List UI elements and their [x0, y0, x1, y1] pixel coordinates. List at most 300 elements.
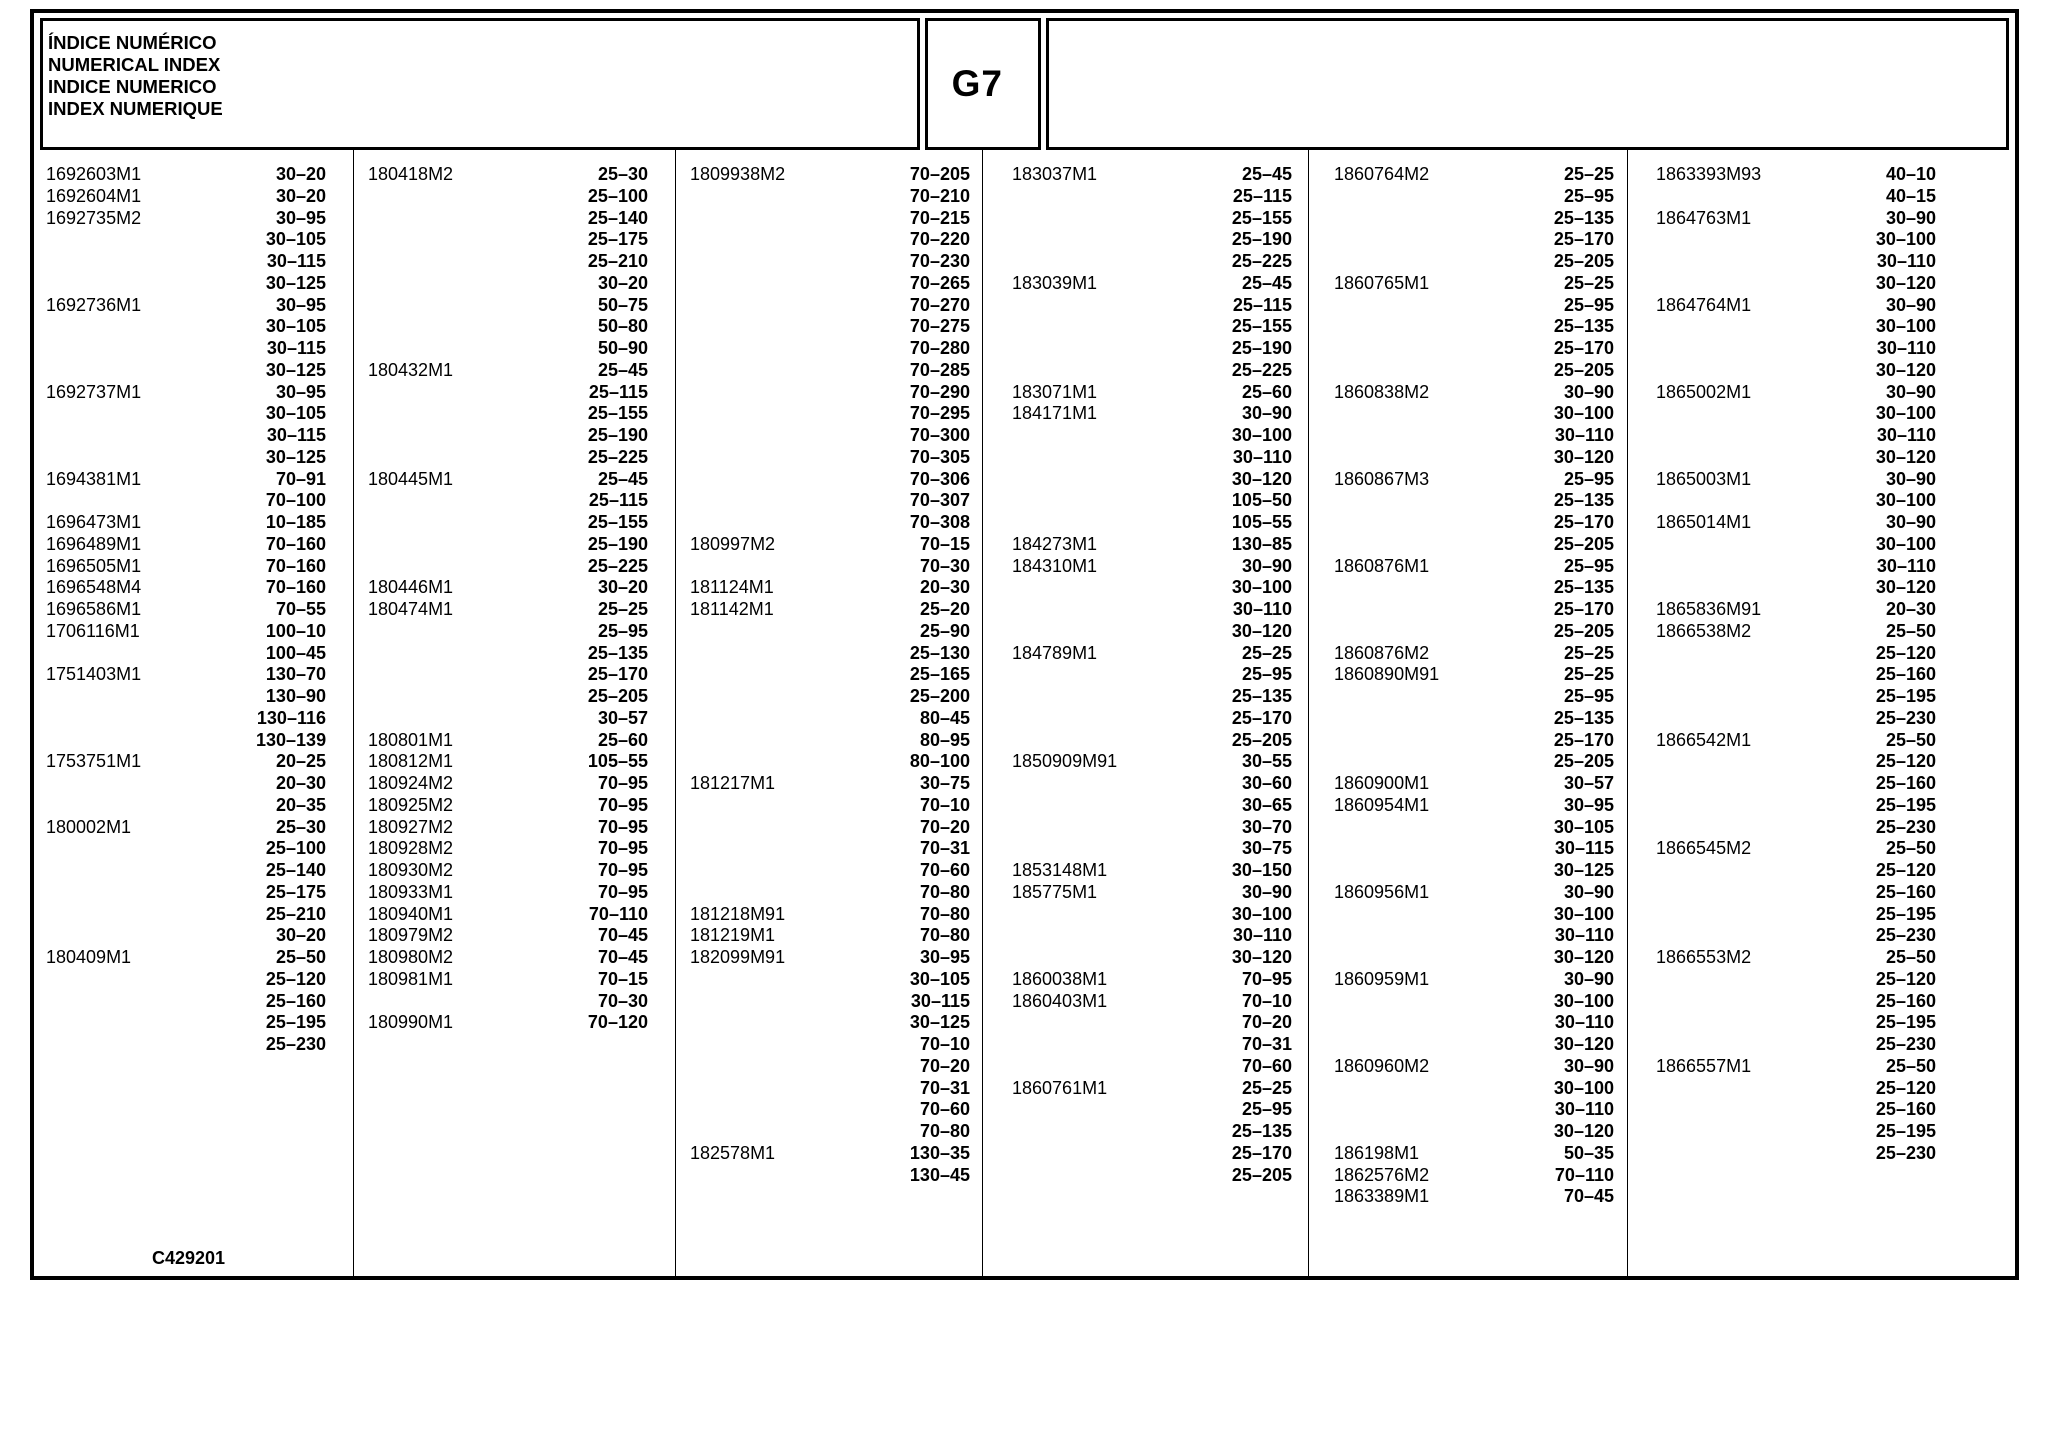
part-number: 180997M2 — [690, 533, 776, 554]
page-reference: 20–30 — [919, 577, 970, 598]
page-reference: 30–95 — [275, 381, 326, 402]
index-entry — [1656, 512, 1936, 599]
index-entry — [1012, 534, 1292, 556]
page-reference: 70–205 — [909, 164, 970, 184]
index-entry — [46, 164, 326, 186]
index-entry — [46, 534, 326, 556]
page-reference: 25–95 — [1241, 664, 1292, 685]
page-reference: 25–205 — [1553, 251, 1614, 271]
index-entry — [1334, 882, 1614, 969]
part-number: 1860954M1 — [1334, 794, 1430, 815]
page-reference: 40–15 — [1885, 185, 1936, 206]
page-reference: 25–120 — [265, 968, 326, 989]
page-reference: 70–265 — [909, 272, 970, 293]
page-reference: 25–120 — [1875, 642, 1936, 663]
part-number: 1694381M1 — [46, 468, 142, 489]
part-number: 1696473M1 — [46, 512, 142, 532]
page-reference-list — [900, 164, 970, 534]
page-reference-list — [578, 904, 648, 926]
part-number: 181218M91 — [690, 903, 786, 924]
index-entry — [1334, 969, 1614, 1056]
page-reference: 30–100 — [1231, 425, 1292, 445]
page-reference: 25–25 — [1563, 272, 1614, 293]
page-reference-list — [1222, 751, 1292, 860]
index-entry — [46, 208, 326, 295]
page-reference: 25–140 — [587, 207, 648, 228]
page-reference-list — [256, 295, 326, 382]
page-reference: 70–290 — [909, 381, 970, 402]
index-column-6 — [1656, 164, 1936, 1165]
part-number: 1866545M2 — [1656, 838, 1752, 859]
page-reference: 30–120 — [1231, 947, 1292, 967]
page-reference: 105–50 — [1231, 490, 1292, 511]
page-reference: 30–75 — [919, 773, 970, 793]
page-reference-list — [1544, 164, 1614, 273]
part-number: 180981M1 — [368, 968, 454, 989]
index-entry — [1334, 469, 1614, 556]
index-entry — [1012, 1078, 1292, 1187]
page-reference: 30–105 — [265, 316, 326, 337]
part-number: 1692737M1 — [46, 381, 142, 402]
index-entry — [368, 882, 648, 904]
index-entry — [1012, 882, 1292, 969]
page-reference: 30–110 — [1554, 1012, 1614, 1033]
part-number: 1860038M1 — [1012, 968, 1108, 989]
index-entry — [690, 947, 970, 1143]
page-reference: 25–225 — [587, 555, 648, 576]
page-reference: 25–155 — [1231, 316, 1292, 337]
index-entry — [1656, 621, 1936, 730]
page-reference: 30–90 — [1563, 1055, 1614, 1076]
page-reference: 25–210 — [265, 903, 326, 924]
part-number: 1860867M3 — [1334, 468, 1430, 489]
part-number: 1864763M1 — [1656, 207, 1752, 228]
page-reference: 25–60 — [1241, 381, 1292, 402]
page-reference: 70–45 — [597, 947, 648, 967]
page-reference-list — [256, 556, 326, 578]
part-number: 180474M1 — [368, 599, 454, 619]
page-reference: 25–25 — [1563, 164, 1614, 184]
page-reference: 70–80 — [919, 1121, 970, 1141]
part-number: 185775M1 — [1012, 881, 1098, 902]
column-divider — [353, 150, 354, 1277]
page-reference: 70–45 — [1563, 1186, 1614, 1207]
page-reference: 70–10 — [919, 794, 970, 815]
page-reference: 70–306 — [909, 468, 970, 489]
part-number: 1860959M1 — [1334, 968, 1430, 989]
part-number: 180432M1 — [368, 359, 454, 380]
part-number: 181219M1 — [690, 925, 776, 946]
part-number: 1850909M91 — [1012, 751, 1118, 772]
page-reference-list — [256, 382, 326, 469]
page-reference: 25–195 — [1875, 794, 1936, 815]
index-entry — [1334, 773, 1614, 795]
index-entry — [1012, 860, 1292, 882]
page-reference: 25–45 — [597, 359, 648, 380]
page-reference-list — [1222, 556, 1292, 643]
page-reference: 25–175 — [587, 229, 648, 250]
page-reference-list — [1222, 969, 1292, 991]
index-entry — [1656, 469, 1936, 513]
page-reference: 30–100 — [1875, 316, 1936, 337]
page-reference: 70–30 — [597, 990, 648, 1011]
page-reference: 25–25 — [1563, 642, 1614, 663]
index-entry — [690, 164, 970, 534]
page-reference: 25–115 — [588, 381, 648, 402]
page-reference: 70–31 — [919, 838, 970, 859]
page-reference-list — [578, 795, 648, 817]
page-reference: 25–155 — [1231, 207, 1292, 228]
page-reference: 25–50 — [1885, 947, 1936, 967]
index-entry — [690, 599, 970, 773]
page-reference: 20–30 — [275, 773, 326, 793]
page-reference: 130–45 — [909, 1164, 970, 1185]
page-reference: 25–205 — [1553, 620, 1614, 641]
page-reference: 25–205 — [1553, 751, 1614, 772]
part-number: 1860960M2 — [1334, 1055, 1430, 1076]
page-reference-list — [256, 208, 326, 295]
part-number: 1866553M2 — [1656, 947, 1752, 967]
page-reference-list — [578, 469, 648, 578]
index-entry — [1334, 664, 1614, 773]
part-number: 1696505M1 — [46, 555, 142, 576]
page-reference: 30–57 — [597, 707, 648, 728]
index-entry — [1012, 403, 1292, 534]
page-reference: 70–60 — [919, 1099, 970, 1120]
index-entry — [1656, 1056, 1936, 1165]
page-reference-list — [256, 664, 326, 751]
page-reference-list — [1544, 556, 1614, 643]
page-reference: 30–120 — [1875, 272, 1936, 293]
page-reference: 70–10 — [1241, 990, 1292, 1011]
page-reference: 25–195 — [1875, 1121, 1936, 1141]
part-number: 182099M91 — [690, 947, 786, 967]
index-entry — [1334, 164, 1614, 273]
page-reference: 25–190 — [1231, 338, 1292, 358]
page-reference-list — [578, 817, 648, 839]
page-reference-list — [1866, 295, 1936, 382]
part-number: 184789M1 — [1012, 642, 1098, 663]
page-reference: 30–110 — [1232, 925, 1292, 946]
index-entry — [46, 295, 326, 382]
page-reference: 50–80 — [597, 316, 648, 337]
page-reference: 105–55 — [587, 751, 648, 772]
page-reference: 30–90 — [1563, 968, 1614, 989]
page-reference: 130–116 — [256, 707, 326, 728]
page-reference: 130–139 — [256, 729, 327, 750]
index-entry — [1334, 382, 1614, 469]
page-reference: 25–170 — [1553, 729, 1614, 750]
page-reference: 25–95 — [1241, 1099, 1292, 1120]
part-number: 181217M1 — [690, 773, 776, 793]
index-column-4 — [1012, 164, 1292, 1186]
page-reference: 30–120 — [1875, 359, 1936, 380]
part-number: 183037M1 — [1012, 164, 1098, 184]
page-reference: 70–280 — [909, 338, 970, 358]
page-reference-list — [256, 534, 326, 556]
page-reference-list — [1866, 730, 1936, 839]
page-reference: 30–20 — [597, 577, 648, 598]
part-number: 1696586M1 — [46, 599, 142, 619]
page-reference: 70–95 — [597, 881, 648, 902]
page-reference: 30–55 — [1241, 751, 1292, 772]
index-entry — [1656, 730, 1936, 839]
page-reference-list — [900, 925, 970, 947]
page-reference: 25–25 — [1563, 664, 1614, 685]
page-reference: 70–95 — [597, 860, 648, 880]
page-reference: 25–170 — [1553, 338, 1614, 358]
page-reference: 30–100 — [1231, 577, 1292, 598]
page-reference: 30–125 — [1553, 860, 1614, 880]
page-reference: 30–65 — [1241, 794, 1292, 815]
page-reference: 25–195 — [1875, 903, 1936, 924]
page-reference-list — [1222, 991, 1292, 1078]
page-reference: 25–95 — [1563, 686, 1614, 706]
page-reference: 25–135 — [1231, 686, 1292, 706]
page-reference: 30–110 — [1554, 1099, 1614, 1120]
part-number: 184273M1 — [1012, 533, 1098, 554]
part-number: 1865002M1 — [1656, 381, 1752, 402]
part-number: 180979M2 — [368, 925, 454, 946]
page-reference: 130–90 — [265, 686, 326, 706]
part-number: 180927M2 — [368, 816, 454, 837]
page-reference-list — [1866, 621, 1936, 730]
page-reference: 70–60 — [919, 860, 970, 880]
page-reference: 20–35 — [275, 794, 326, 815]
part-number: 1866557M1 — [1656, 1055, 1752, 1076]
index-entry — [46, 751, 326, 816]
index-entry — [690, 534, 970, 578]
page-reference: 30–125 — [265, 359, 326, 380]
page-reference: 70–270 — [909, 294, 970, 315]
part-number: 183039M1 — [1012, 272, 1098, 293]
page-reference: 70–80 — [919, 881, 970, 902]
page-reference: 30–110 — [1554, 425, 1614, 445]
part-number: 180928M2 — [368, 838, 454, 859]
index-entry — [1656, 164, 1936, 208]
page-reference: 25–120 — [1875, 860, 1936, 880]
page-reference: 70–95 — [597, 816, 648, 837]
index-entry — [368, 599, 648, 730]
index-column-3 — [690, 164, 970, 1186]
index-entry — [1012, 991, 1292, 1078]
page-reference: 70–300 — [909, 425, 970, 445]
page-reference: 70–80 — [919, 925, 970, 946]
page-reference: 25–30 — [275, 816, 326, 837]
index-entry — [368, 751, 648, 773]
page-reference: 30–90 — [1885, 207, 1936, 228]
page-reference: 30–110 — [1876, 425, 1936, 445]
part-number: 1696548M4 — [46, 577, 142, 598]
page-reference: 30–110 — [1232, 599, 1292, 619]
page-reference: 30–100 — [1875, 403, 1936, 424]
index-entry — [368, 969, 648, 1013]
page-reference: 70–10 — [919, 1034, 970, 1054]
page-reference-list — [256, 599, 326, 621]
part-number: 182578M1 — [690, 1142, 776, 1163]
index-entry — [1334, 1165, 1614, 1187]
page-reference: 25–135 — [1553, 316, 1614, 337]
page-reference: 25–165 — [909, 664, 970, 685]
page-reference: 25–160 — [265, 990, 326, 1011]
page-reference-list — [900, 904, 970, 926]
page-reference-list — [578, 838, 648, 860]
page-reference: 30–90 — [1241, 555, 1292, 576]
page-reference: 20–25 — [275, 751, 326, 772]
page-reference: 25–135 — [1553, 490, 1614, 511]
index-entry — [368, 360, 648, 469]
page-reference: 25–230 — [1875, 1142, 1936, 1163]
part-number: 1860876M2 — [1334, 642, 1430, 663]
page-reference: 30–20 — [275, 925, 326, 946]
blank-header-box — [1046, 18, 2009, 150]
page-reference: 25–195 — [1875, 1012, 1936, 1033]
page-reference: 70–305 — [909, 446, 970, 467]
page-reference: 130–35 — [909, 1142, 970, 1163]
page-reference: 25–230 — [1875, 816, 1936, 837]
part-number: 1692735M2 — [46, 207, 142, 228]
index-entry — [368, 838, 648, 860]
index-entry — [46, 599, 326, 621]
page-reference: 25–225 — [1231, 251, 1292, 271]
part-number: 1860403M1 — [1012, 990, 1108, 1011]
part-number: 184171M1 — [1012, 403, 1098, 424]
index-entry — [690, 577, 970, 599]
page-reference: 130–85 — [1231, 533, 1292, 554]
part-number: 180980M2 — [368, 947, 454, 967]
page-reference: 30–110 — [1232, 446, 1292, 467]
page-reference: 25–95 — [1563, 294, 1614, 315]
page-reference: 30–115 — [1554, 838, 1614, 859]
page-reference: 25–60 — [597, 729, 648, 750]
page-reference-list — [1866, 599, 1936, 621]
page-reference: 25–25 — [1241, 642, 1292, 663]
index-entry — [368, 469, 648, 578]
page-reference: 50–35 — [1563, 1142, 1614, 1163]
page-reference: 25–230 — [1875, 1034, 1936, 1054]
page-reference-list — [1222, 164, 1292, 273]
part-number: 180801M1 — [368, 729, 454, 750]
page-reference: 40–10 — [1885, 164, 1936, 184]
page-reference: 25–120 — [1875, 968, 1936, 989]
page-reference: 25–230 — [1875, 925, 1936, 946]
page-reference: 20–30 — [1885, 599, 1936, 619]
page-reference-list — [1222, 643, 1292, 752]
page-reference: 70–20 — [919, 1055, 970, 1076]
page-reference: 25–190 — [587, 533, 648, 554]
page-reference-list — [578, 1012, 648, 1034]
page-reference: 30–90 — [1885, 512, 1936, 532]
page-reference: 80–45 — [919, 707, 970, 728]
page-reference: 25–30 — [597, 164, 648, 184]
page-reference: 30–120 — [1231, 468, 1292, 489]
page-reference: 25–160 — [1875, 990, 1936, 1011]
page-reference-list — [1544, 273, 1614, 382]
page-reference-list — [1222, 1078, 1292, 1187]
page-reference: 25–135 — [587, 642, 648, 663]
index-entry — [1012, 969, 1292, 991]
page-reference-list — [578, 751, 648, 773]
page-reference: 25–205 — [1553, 359, 1614, 380]
page-reference: 25–120 — [1875, 1077, 1936, 1098]
page-reference: 25–170 — [1231, 1142, 1292, 1163]
part-number: 180409M1 — [46, 947, 132, 967]
page-reference: 30–110 — [1554, 925, 1614, 946]
page-reference-list — [1866, 208, 1936, 295]
page-reference: 30–115 — [266, 338, 326, 358]
page-reference-list — [256, 186, 326, 208]
page-reference: 70–120 — [587, 1012, 648, 1033]
page-reference: 25–95 — [597, 620, 648, 641]
page-reference: 30–105 — [1553, 816, 1614, 837]
title-line-french: INDEX NUMERIQUE — [48, 98, 223, 119]
page-reference: 30–110 — [1876, 555, 1936, 576]
page-reference: 30–125 — [265, 446, 326, 467]
page-reference: 30–100 — [1553, 1077, 1614, 1098]
page-reference: 25–135 — [1553, 577, 1614, 598]
page-reference: 30–120 — [1553, 1121, 1614, 1141]
index-entry — [368, 817, 648, 839]
page-reference-list — [1544, 469, 1614, 556]
page-reference-list — [1866, 164, 1936, 208]
page-reference: 25–115 — [588, 490, 648, 511]
page-reference: 25–50 — [1885, 729, 1936, 750]
part-number: 1860890M91 — [1334, 664, 1440, 685]
page-reference-list — [1222, 534, 1292, 556]
page-reference-list — [1866, 512, 1936, 599]
page-reference: 25–210 — [587, 251, 648, 271]
index-entry — [368, 773, 648, 795]
page-reference: 25–160 — [1875, 881, 1936, 902]
page-reference: 100–10 — [265, 620, 326, 641]
title-line-spanish: ÍNDICE NUMÉRICO — [48, 32, 217, 53]
page-reference-list — [900, 599, 970, 773]
page-reference: 30–100 — [1875, 533, 1936, 554]
page-reference: 30–60 — [1241, 773, 1292, 793]
page-reference: 25–205 — [587, 686, 648, 706]
page-reference: 25–160 — [1875, 1099, 1936, 1120]
page-reference: 30–90 — [1885, 468, 1936, 489]
page-reference: 70–160 — [265, 555, 326, 576]
index-entry — [46, 469, 326, 513]
page-reference-list — [1866, 838, 1936, 947]
page-reference: 70–95 — [597, 838, 648, 859]
index-entry — [1012, 751, 1292, 860]
page-reference: 25–170 — [1553, 512, 1614, 532]
index-column-2 — [368, 164, 648, 1034]
page-reference: 70–160 — [265, 533, 326, 554]
page-reference: 70–160 — [265, 577, 326, 598]
part-number: 186198M1 — [1334, 1142, 1420, 1163]
page-reference: 25–20 — [919, 599, 970, 619]
page-reference-list — [900, 773, 970, 904]
page-reference: 70–95 — [597, 773, 648, 793]
page-reference: 25–140 — [265, 860, 326, 880]
part-number: 1866542M1 — [1656, 729, 1752, 750]
part-number: 1696489M1 — [46, 533, 142, 554]
page-reference: 30–100 — [1553, 403, 1614, 424]
page-reference: 30–90 — [1563, 881, 1614, 902]
page-reference: 70–80 — [919, 903, 970, 924]
page-reference-list — [256, 817, 326, 948]
page-reference: 30–105 — [265, 229, 326, 250]
index-entry — [690, 925, 970, 947]
part-number: 180924M2 — [368, 773, 454, 793]
page-reference: 70–31 — [1241, 1034, 1292, 1054]
page-reference-list — [1222, 860, 1292, 882]
page-reference-list — [1544, 1056, 1614, 1143]
part-number: 1809938M2 — [690, 164, 786, 184]
